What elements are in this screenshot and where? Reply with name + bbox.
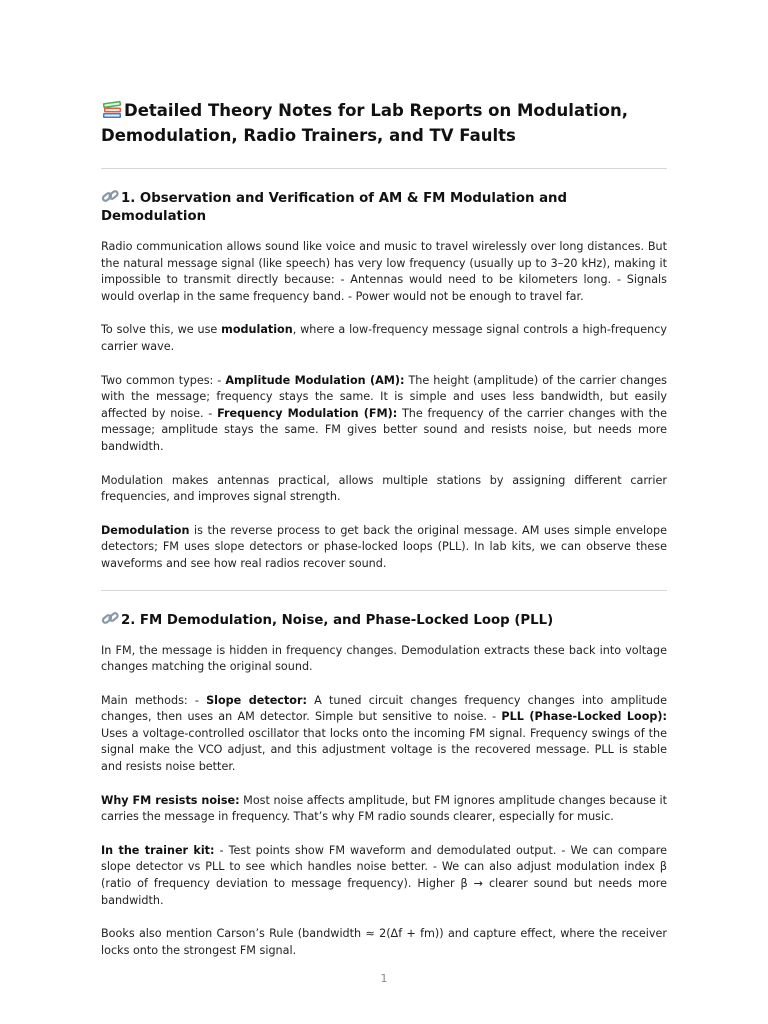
text-run: , where a low-frequency message signal controls a high-frequency carrier wave. <box>101 323 667 353</box>
bold-term: Amplitude Modulation (AM): <box>225 373 405 387</box>
bold-term: Demodulation <box>101 523 190 537</box>
bold-term: PLL (Phase-Locked Loop): <box>501 710 667 724</box>
section-2-paragraph-3 <box>101 793 667 826</box>
link-icon <box>101 188 120 205</box>
books-icon <box>101 99 123 119</box>
section-1-paragraph-5 <box>101 523 667 573</box>
section-1-paragraph-2 <box>101 322 667 355</box>
text-run: Main methods: - <box>101 693 207 707</box>
title-line-1 <box>101 98 667 123</box>
text-run: To solve this, we use <box>101 323 222 337</box>
section-divider <box>101 590 667 591</box>
text-run: Two common types: - <box>101 373 226 387</box>
text-run: The frequency of the carrier changes with the message; amplitude stays the same. FM gives better sound and resists noise, but needs more bandwidth. <box>101 406 667 453</box>
page-number: 1 <box>380 972 388 985</box>
document-title <box>101 98 667 148</box>
text-run: The height (amplitude) of the carrier changes with the message; frequency stays the same. It is simple and uses less bandwidth, but easily affected by noise. - <box>101 373 667 420</box>
section-2-paragraph-2 <box>101 693 667 776</box>
section-2-heading <box>101 610 667 630</box>
text-run: - Test points show FM waveform and demodulated output. - We can compare slope detector vs PLL to see which handles noise better. - We can also adjust modulation index β (ratio of frequency deviation to message frequency). Higher β → clearer sound but needs more bandwidth. <box>101 843 667 907</box>
section-1-paragraph-1: Radio communication allows sound like voice and music to travel wirelessly over long distances. But the natural message signal (like speech) has very low frequency (usually up to 3–20 kHz), making it impossible to transmit directly because: - Antennas would need to be kilometers long. - Signals would overlap in the same frequency band. - Power would not be enough to travel far. <box>101 240 667 303</box>
section-1-heading <box>101 188 667 226</box>
section-2-paragraph-4 <box>101 843 667 909</box>
bold-term: In the trainer kit: <box>101 843 215 857</box>
text-run: is the reverse process to get back the original message. AM uses simple envelope detectors; FM uses slope detectors or phase-locked loops (PLL). In lab kits, we can observe these waveforms and see how real radios recover sound. <box>101 523 667 570</box>
bold-term: modulation <box>221 323 293 337</box>
section-1-heading-text: 1. Observation and Verification of AM & FM Modulation and Demodulation <box>101 191 568 224</box>
bold-term: Slope detector: <box>206 693 307 707</box>
text-run: Most noise affects amplitude, but FM ignores amplitude changes because it carries the message in frequency. That’s why FM radio sounds clearer, especially for music. <box>101 793 667 824</box>
text-run: Uses a voltage-controlled oscillator that locks onto the incoming FM signal. Frequency swings of the signal make the VCO adjust, and this adjustment voltage is the recovered message. PLL is stable and resists noise better. <box>101 726 667 774</box>
bold-term: Frequency Modulation (FM): <box>217 406 398 420</box>
section-2-paragraph-5: Books also mention Carson’s Rule (bandwidth ≈ 2(Δf + fm)) and capture effect, where the receiver locks onto the strongest FM signal. <box>101 927 667 957</box>
section-divider <box>101 168 667 169</box>
section-1-paragraph-4: Modulation makes antennas practical, allows multiple stations by assigning different carrier frequencies, and improves signal strength. <box>101 473 667 504</box>
title-line-1-text: Detailed Theory Notes for Lab Reports on Modulation, <box>124 101 628 120</box>
section-2-heading-text: 2. FM Demodulation, Noise, and Phase-Locked Loop (PLL) <box>121 612 554 628</box>
section-2-paragraph-1: In FM, the message is hidden in frequency changes. Demodulation extracts these back into voltage changes matching the original sound. <box>101 643 667 674</box>
link-icon <box>101 610 120 627</box>
text-run: A tuned circuit changes frequency changes into amplitude changes, then uses an AM detector. Simple but sensitive to noise. - <box>101 693 667 724</box>
document-page <box>101 98 667 959</box>
section-1-paragraph-3 <box>101 373 667 456</box>
bold-term: Why FM resists noise: <box>101 793 240 807</box>
title-line-2: Demodulation, Radio Trainers, and TV Faults <box>101 126 516 145</box>
